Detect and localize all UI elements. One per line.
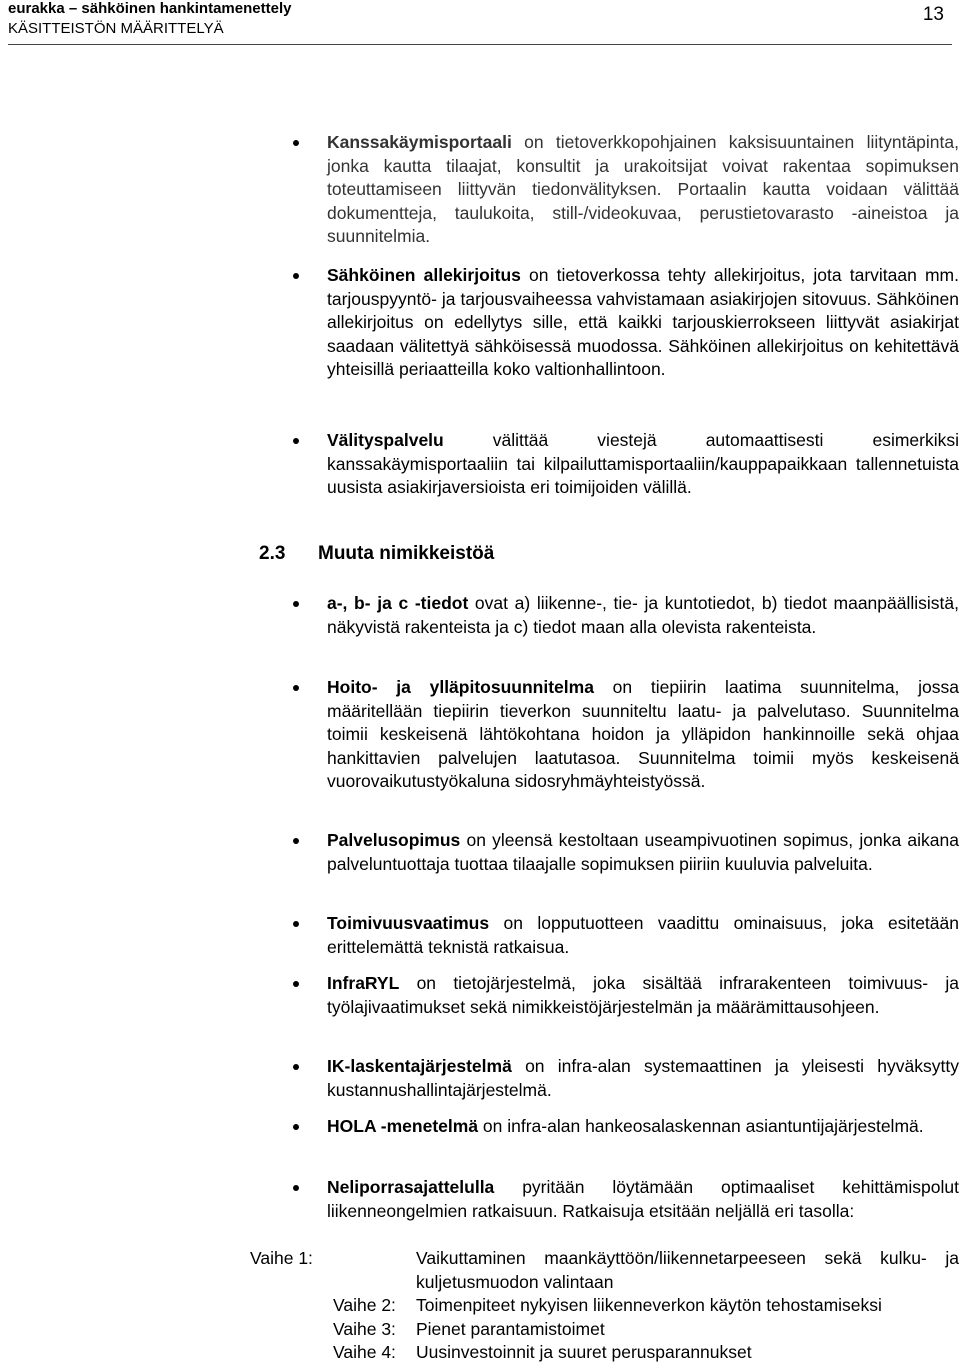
term: Neliporrasajattelulla [327,1177,495,1197]
term: InfraRYL [327,973,400,993]
definition: välittää viestejä automaattisesti esimerkiksi kanssakäymisportaaliin tai kilpailuttamisportaaliin/kauppapaikkaan tallennetuista uusista asiakirjaversioista eri toimijoiden välillä. [327,430,959,497]
phase-text: Vaikuttaminen maankäyttöön/liikennetarpeeseen sekä kulku- ja kuljetusmuodon valintaan [416,1248,959,1292]
list-item [327,1055,959,1102]
term: a-, b- ja c -tiedot [327,593,469,613]
term: HOLA -menetelmä [327,1116,479,1136]
phase-item [250,1247,959,1294]
phase-label: Vaihe 4: [333,1342,396,1362]
term: Välityspalvelu [327,430,444,450]
term: Kanssakäymisportaali [327,132,512,152]
section-title: Muuta nimikkeistöä [318,543,495,564]
page-header [8,0,952,45]
term: Sähköinen allekirjoitus [327,265,521,285]
list-item [327,264,959,382]
definition: on tietoverkkopohjainen kaksisuuntainen liityntäpinta, jonka kautta tilaajat, konsultit ja urakoitsijat voivat rakentaa sopimuksen toteuttamiseen liittyvän tiedonvälityksen. Portaalin kautta voidaan välittää dokumentteja, taulukoita, still-/videokuvaa, perustietovarasto -aineistoa ja suunnitelmia. [327,132,959,246]
list-item [327,1115,959,1139]
phase-item [333,1318,959,1342]
section-number: 2.3 [259,543,286,564]
document-subtitle: KÄSITTEISTÖN MÄÄRITTELYÄ [8,20,224,37]
definition: on tiepiirin laatima suunnitelma, jossa määritellään tiepiirin tieverkon suunniteltu laatu- ja palvelutaso. Suunnitelma toimii keskeisenä lähtökohtana hoidon ja ylläpidon hankinnoille sekä ohjaa hankittavien palvelujen laatutasoa. Suunnitelma toimii myös keskeisenä vuorovaikutustyökaluna sidosryhmäyhteistyössä. [327,677,959,791]
phase-text: Uusinvestoinnit ja suuret perusparannukset [416,1342,752,1362]
list-item [327,972,959,1019]
definition: pyritään löytämään optimaaliset kehittämispolut liikenneongelmien ratkaisuun. Ratkaisuja etsitään neljällä eri tasolla: [327,1177,959,1221]
list-item [327,676,959,794]
section-heading [259,541,494,567]
phase-item [333,1341,959,1365]
definition: ovat a) liikenne-, tie- ja kuntotiedot, b) tiedot maanpäällisistä, näkyvistä rakenteista ja c) tiedot maan alla olevista rakenteista. [327,593,959,637]
phase-label: Vaihe 3: [333,1318,396,1339]
definition: on tietojärjestelmä, joka sisältää infrarakenteen toimivuus- ja työlajivaatimukset sekä nimikkeistöjärjestelmän ja määrämittausohjeen. [327,973,959,1017]
definition: on yleensä kestoltaan useampivuotinen sopimus, jonka aikana palveluntuottaja tuottaa tilaajalle sopimuksen piiriin kuuluvia palveluita. [327,830,959,874]
phase-list [250,1247,959,1365]
page-number: 13 [922,4,944,25]
term: Palvelusopimus [327,830,461,850]
list-item [327,1176,959,1223]
phase-label: Vaihe 2: [333,1295,396,1315]
definition: on tietoverkossa tehty allekirjoitus, jota tarvitaan mm. tarjouspyyntö- ja tarjousvaiheessa vahvistamaan asiakirjojen sitovuus. Sähköinen allekirjoitus on edellytys sille, että kaikki tarjouskierrokseen liittyvät asiakirjat saadaan välitettyä sähköisessä muodossa. Sähköinen allekirjoitus on kehitettävä yhteisillä periaatteilla koko valtionhallintoon. [327,265,959,379]
definition: on infra-alan systemaattinen ja yleisesti hyväksytty kustannushallintajärjestelmä. [327,1056,959,1100]
term: Toimivuusvaatimus [327,913,490,933]
phase-text: Toimenpiteet nykyisen liikenneverkon käytön tehostamiseksi [416,1295,882,1315]
definition: on lopputuotteen vaadittu ominaisuus, joka esitetään erittelemättä teknistä ratkaisua. [327,913,959,957]
definition: on infra-alan hankeosalaskennan asiantuntijajärjestelmä. [478,1116,924,1136]
term: Hoito- ja ylläpitosuunnitelma [327,677,594,697]
list-item [327,131,959,249]
phase-item [333,1294,959,1318]
phase-label: Vaihe 1: [250,1248,313,1268]
document-title: eurakka – sähköinen hankintamenettely [8,0,292,17]
list-item [327,429,959,500]
list-item [327,912,959,959]
term: IK-laskentajärjestelmä [327,1056,512,1076]
list-item [327,592,959,639]
phase-text: Pienet parantamistoimet [416,1318,605,1339]
list-item [327,829,959,876]
